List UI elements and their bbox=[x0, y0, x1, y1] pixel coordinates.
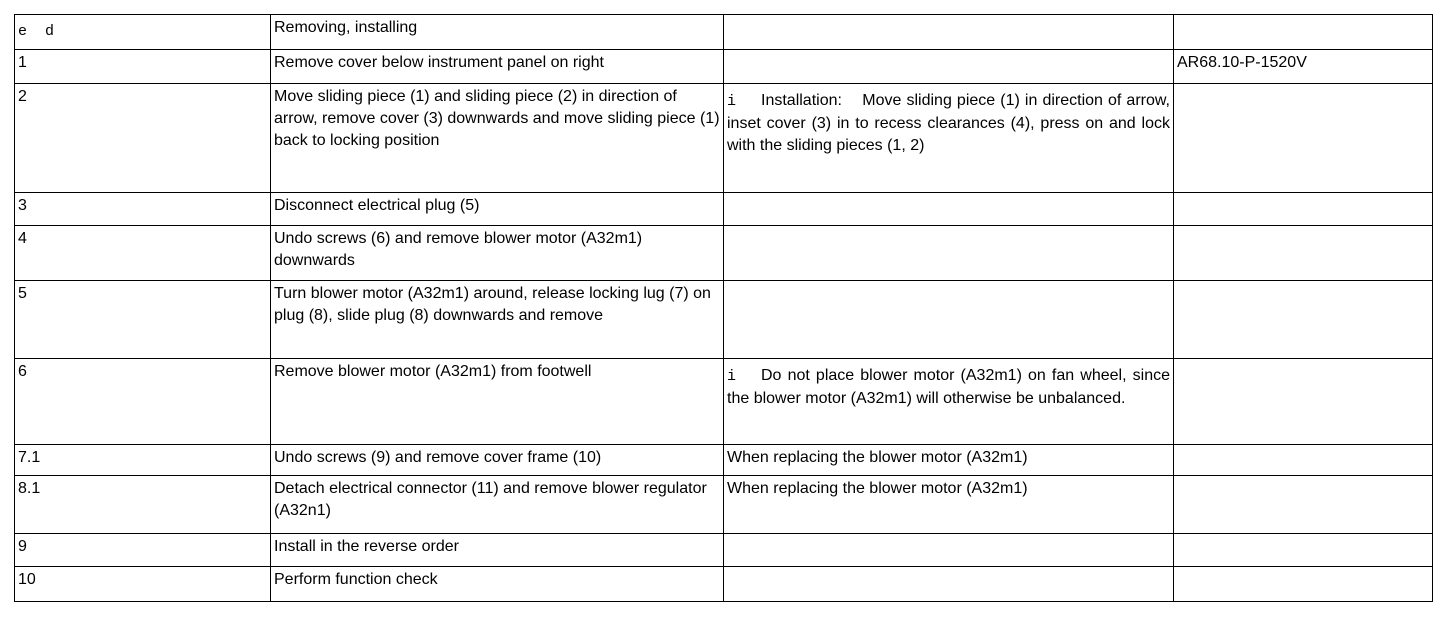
step-note bbox=[724, 567, 1174, 602]
info-icon: i bbox=[727, 368, 737, 385]
step-number: 10 bbox=[15, 567, 271, 602]
step-note: When replacing the blower motor (A32m1) bbox=[724, 476, 1174, 534]
step-action: Remove cover below instrument panel on right bbox=[271, 50, 724, 84]
step-reference bbox=[1174, 476, 1433, 534]
table-row bbox=[15, 193, 1433, 226]
step-note bbox=[724, 281, 1174, 359]
work-steps-table bbox=[14, 14, 1433, 602]
step-note bbox=[724, 50, 1174, 84]
step-number: 9 bbox=[15, 534, 271, 567]
header-reference-cell bbox=[1174, 15, 1433, 50]
step-note bbox=[724, 84, 1174, 193]
step-number: 6 bbox=[15, 359, 271, 445]
table-row bbox=[15, 84, 1433, 193]
table-row bbox=[15, 359, 1433, 445]
step-action: Install in the reverse order bbox=[271, 534, 724, 567]
step-reference bbox=[1174, 84, 1433, 193]
note-label: Installation: bbox=[761, 92, 842, 109]
table-row bbox=[15, 281, 1433, 359]
table-row bbox=[15, 50, 1433, 84]
work-step-sheet bbox=[14, 14, 1433, 602]
step-reference[interactable]: AR68.10-P-1520V bbox=[1174, 50, 1433, 84]
step-reference bbox=[1174, 281, 1433, 359]
step-reference bbox=[1174, 193, 1433, 226]
step-action: Remove blower motor (A32m1) from footwell bbox=[271, 359, 724, 445]
step-action: Undo screws (9) and remove cover frame (10) bbox=[271, 445, 724, 476]
header-symbols-cell bbox=[15, 15, 271, 50]
header-title-cell bbox=[271, 15, 724, 50]
step-reference bbox=[1174, 226, 1433, 281]
step-reference bbox=[1174, 445, 1433, 476]
step-action: Disconnect electrical plug (5) bbox=[271, 193, 724, 226]
step-number: 4 bbox=[15, 226, 271, 281]
step-number: 2 bbox=[15, 84, 271, 193]
step-reference bbox=[1174, 359, 1433, 445]
step-note: When replacing the blower motor (A32m1) bbox=[724, 445, 1174, 476]
step-reference bbox=[1174, 534, 1433, 567]
step-reference bbox=[1174, 567, 1433, 602]
header-note-cell bbox=[724, 15, 1174, 50]
step-action: Perform function check bbox=[271, 567, 724, 602]
step-note bbox=[724, 534, 1174, 567]
step-number: 8.1 bbox=[15, 476, 271, 534]
step-action: Detach electrical connector (11) and remove blower regulator (A32n1) bbox=[271, 476, 724, 534]
header-title: Removing, installing bbox=[274, 19, 418, 36]
step-action: Move sliding piece (1) and sliding piece (2) in direction of arrow, remove cover (3) downwards and move sliding piece (1) back to locking position bbox=[271, 84, 724, 193]
step-action: Undo screws (6) and remove blower motor (A32m1) downwards bbox=[271, 226, 724, 281]
step-number: 5 bbox=[15, 281, 271, 359]
header-symbols: e d bbox=[18, 23, 55, 40]
table-header-row bbox=[15, 15, 1433, 50]
step-note bbox=[724, 226, 1174, 281]
step-number: 7.1 bbox=[15, 445, 271, 476]
table-row bbox=[15, 476, 1433, 534]
table-row bbox=[15, 534, 1433, 567]
table-row bbox=[15, 226, 1433, 281]
note-text: Do not place blower motor (A32m1) on fan wheel, since the blower motor (A32m1) will otherwise be unbalanced. bbox=[727, 367, 1170, 407]
step-number: 1 bbox=[15, 50, 271, 84]
info-icon: i bbox=[727, 93, 737, 110]
step-action: Turn blower motor (A32m1) around, release locking lug (7) on plug (8), slide plug (8) downwards and remove bbox=[271, 281, 724, 359]
step-number: 3 bbox=[15, 193, 271, 226]
step-note bbox=[724, 193, 1174, 226]
table-row bbox=[15, 445, 1433, 476]
step-note bbox=[724, 359, 1174, 445]
table-row bbox=[15, 567, 1433, 602]
note-text: Move sliding piece (1) in direction of arrow, inset cover (3) in to recess clearances (4), press on and lock with the sliding pieces (1, 2) bbox=[727, 92, 1171, 154]
